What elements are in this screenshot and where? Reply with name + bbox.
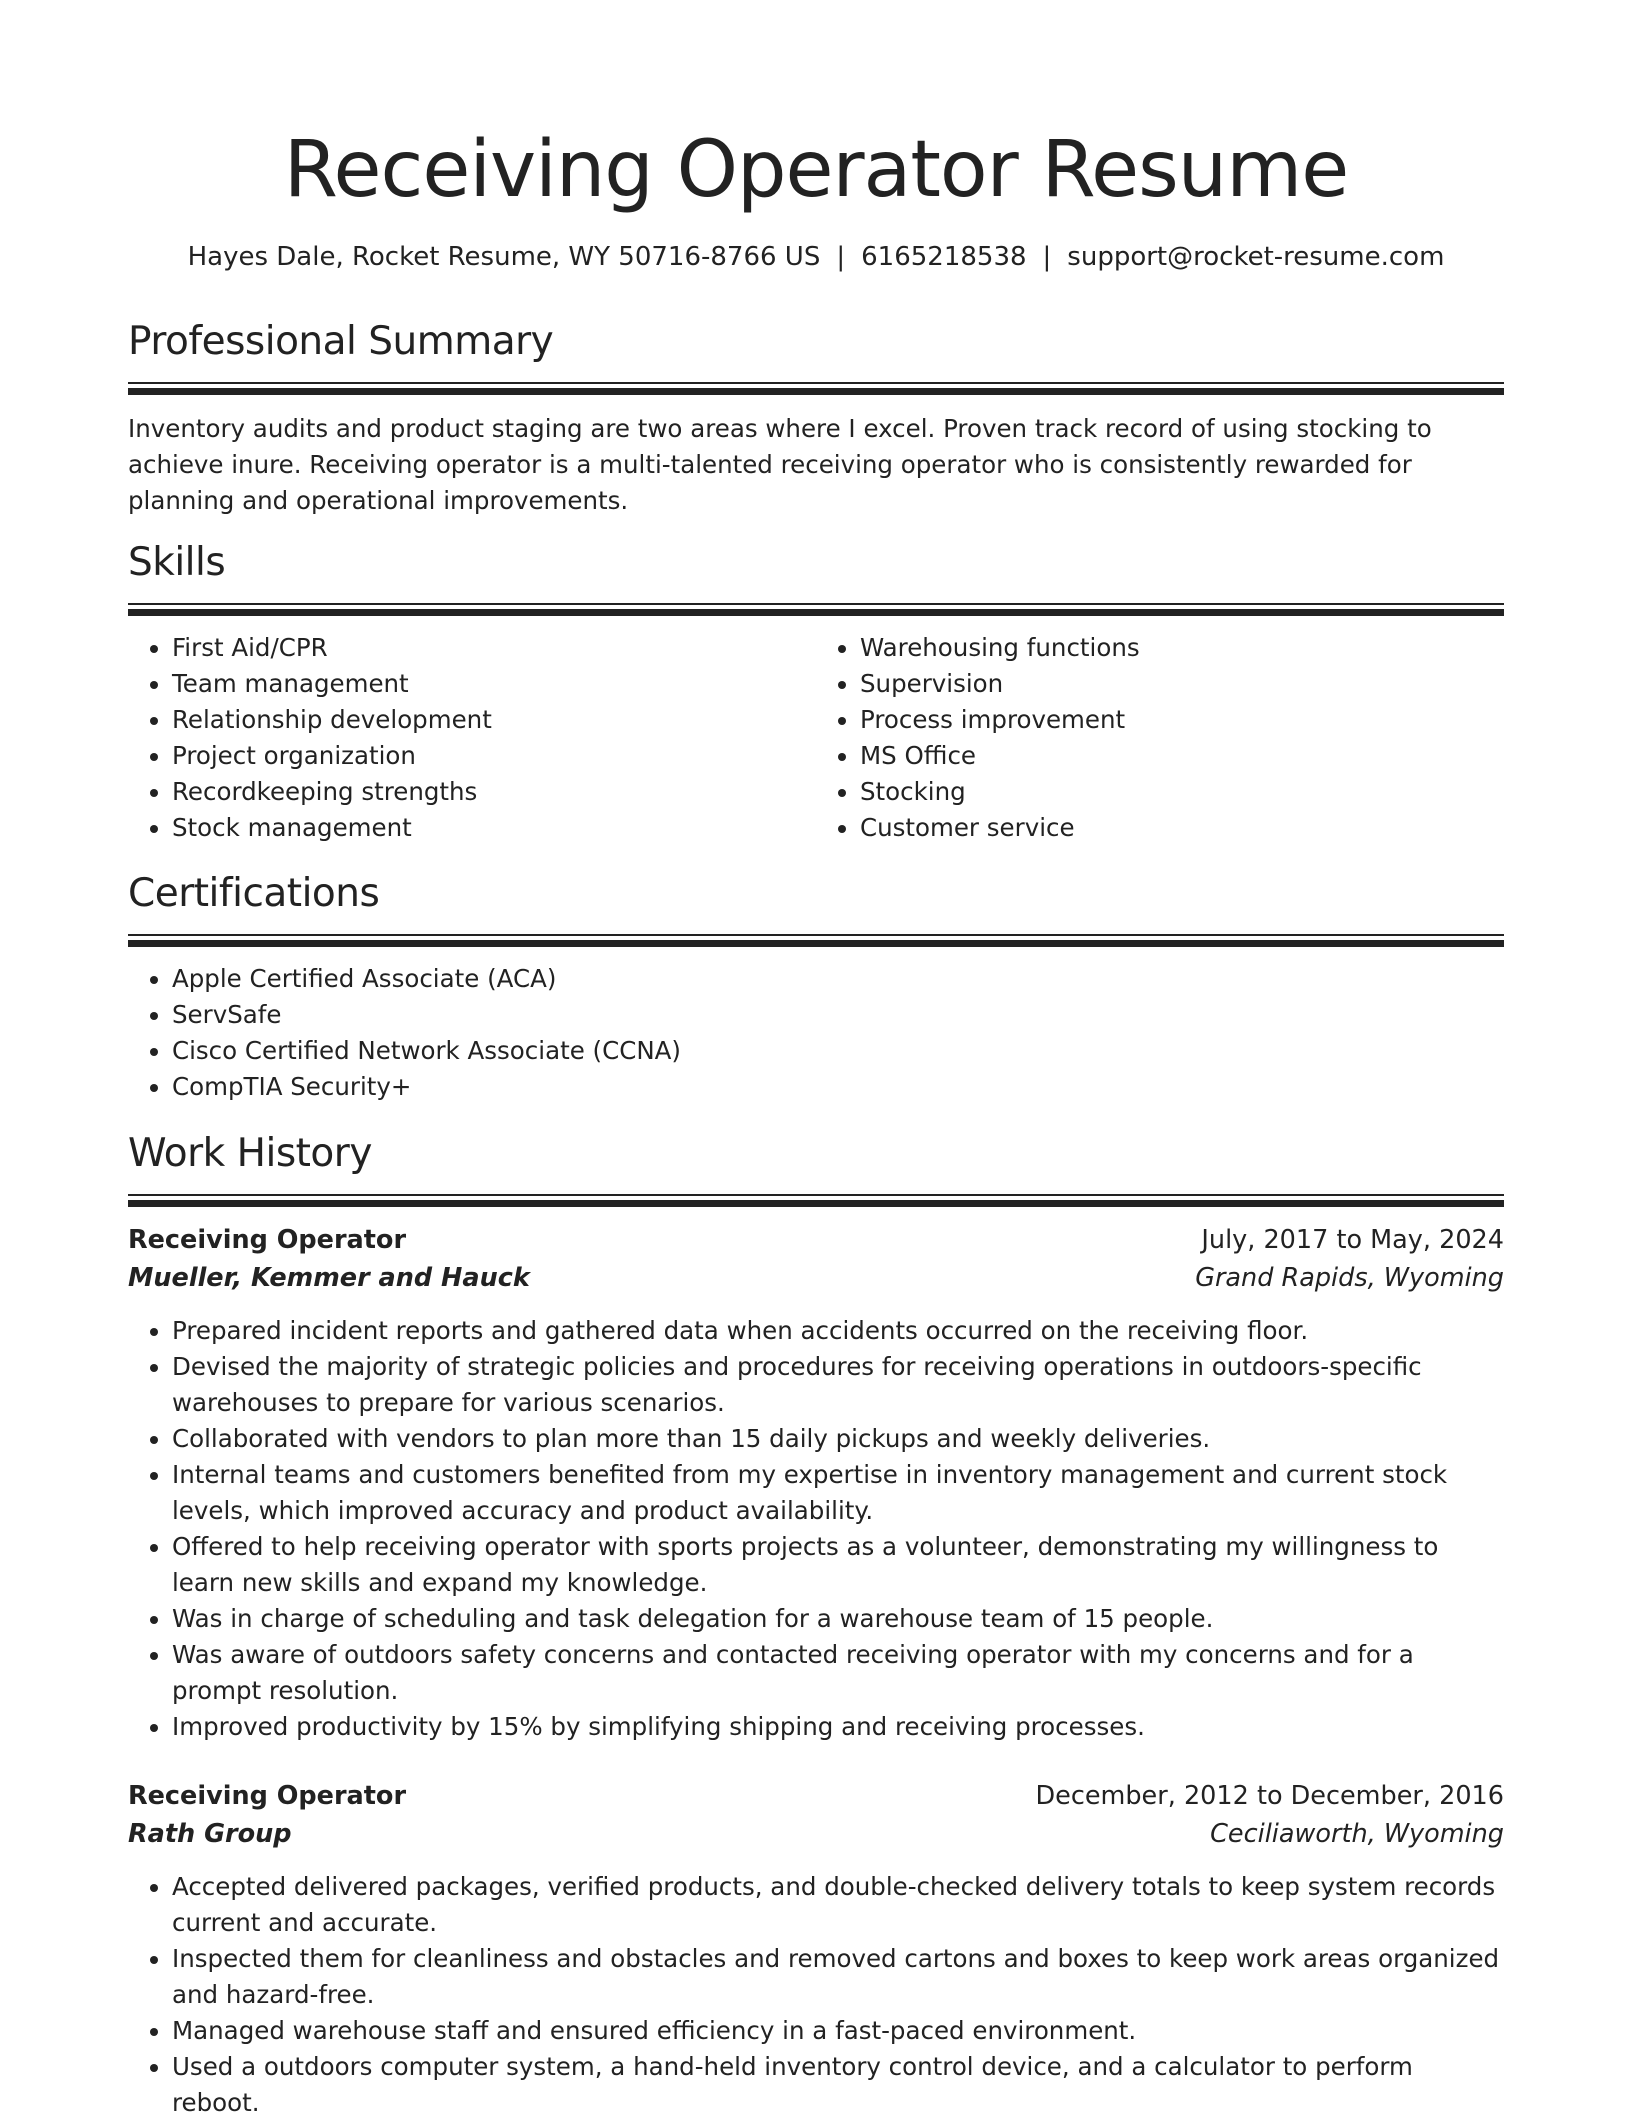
job-company: Rath Group [128,1819,292,1849]
resume-title: Receiving Operator Resume [283,125,1349,215]
job-company: Mueller, Kemmer and Hauck [128,1263,530,1293]
list-item: • Internal teams and customers benefited from my expertise in inventory management and current stock levels, which improved accuracy and product availability. [172,1457,1504,1529]
job-dates: July, 2017 to May, 2024 [1201,1225,1504,1255]
section-divider [128,382,1504,395]
skills-heading: Skills [128,540,226,585]
list-item: • Customer service [860,810,1504,846]
list-item: • Process improvement [860,702,1504,738]
list-item: • Managed warehouse staff and ensured efficiency in a fast-paced environment. [172,2013,1504,2049]
contact-separator: | [1042,242,1052,272]
list-item: • Accepted delivered packages, verified products, and double-checked delivery totals to keep system records current and accurate. [172,1869,1504,1941]
work-heading: Work History [128,1131,372,1176]
job-dates: December, 2012 to December, 2016 [1035,1781,1504,1811]
work-section [128,1128,1504,2121]
list-item: • Inspected them for cleanliness and obstacles and removed cartons and boxes to keep work areas organized and hazard-free. [172,1941,1504,2013]
job-title: Receiving Operator [128,1781,407,1811]
list-item: • Recordkeeping strengths [172,774,816,810]
job-subheader [128,1259,1504,1297]
list-item: • ServSafe [172,997,1504,1033]
job-location: Ceciliaworth, Wyoming [1210,1819,1504,1849]
list-item: • Team management [172,666,816,702]
job-entry [128,1221,1504,1745]
job-header [128,1777,1504,1815]
list-item: • Prepared incident reports and gathered data when accidents occurred on the receiving floor. [172,1313,1504,1349]
contact-phone: 6165218538 [861,242,1027,272]
list-item: • Was aware of outdoors safety concerns and contacted receiving operator with my concerns and for a prompt resolution. [172,1637,1504,1709]
skills-list-left [128,630,816,846]
contact-address: Hayes Dale, Rocket Resume, WY 50716-8766 US [187,242,821,272]
list-item: • Devised the majority of strategic policies and procedures for receiving operations in outdoors-specific warehouses to prepare for various scenarios. [172,1349,1504,1421]
list-item: • Improved productivity by 15% by simplifying shipping and receiving processes. [172,1709,1504,1745]
summary-section [128,316,1504,519]
list-item: • MS Office [860,738,1504,774]
job-entry [128,1777,1504,2121]
certifications-section [128,868,1504,1105]
list-item: • Collaborated with vendors to plan more than 15 daily pickups and weekly deliveries. [172,1421,1504,1457]
list-item: • Warehousing functions [860,630,1504,666]
list-item: • First Aid/CPR [172,630,816,666]
contact-separator: | [836,242,846,272]
skills-list-right [816,630,1504,846]
skills-columns [128,630,1504,846]
list-item: • Offered to help receiving operator with sports projects as a volunteer, demonstrating my willingness to learn new skills and expand my knowledge. [172,1529,1504,1601]
list-item: • Supervision [860,666,1504,702]
contact-email[interactable]: support@rocket-resume.com [1067,242,1445,272]
job-bullets [128,1869,1504,2121]
section-divider [128,1194,1504,1207]
summary-text: Inventory audits and product staging are two areas where I excel. Proven track record of using stocking to achieve inure. Receiving operator is a multi-talented receiving operator who is consistently rewarded for planning and operational improvements. [128,414,1432,515]
list-item: • Stock management [172,810,816,846]
list-item: • Was in charge of scheduling and task delegation for a warehouse team of 15 people. [172,1601,1504,1637]
list-item: • Cisco Certified Network Associate (CCNA) [172,1033,1504,1069]
list-item: • Used a outdoors computer system, a hand-held inventory control device, and a calculator to perform reboot. [172,2049,1504,2121]
job-header [128,1221,1504,1259]
job-subheader [128,1815,1504,1853]
certifications-list [128,961,1504,1105]
section-divider [128,934,1504,947]
list-item: • Apple Certified Associate (ACA) [172,961,1504,997]
skills-section [128,537,1504,846]
summary-heading: Professional Summary [128,319,554,364]
list-item: • Project organization [172,738,816,774]
job-location: Grand Rapids, Wyoming [1195,1263,1504,1293]
list-item: • Relationship development [172,702,816,738]
list-item: • Stocking [860,774,1504,810]
list-item: • CompTIA Security+ [172,1069,1504,1105]
certifications-heading: Certifications [128,871,380,916]
job-bullets [128,1313,1504,1745]
contact-line [128,240,1504,274]
section-divider [128,603,1504,616]
job-title: Receiving Operator [128,1225,407,1255]
